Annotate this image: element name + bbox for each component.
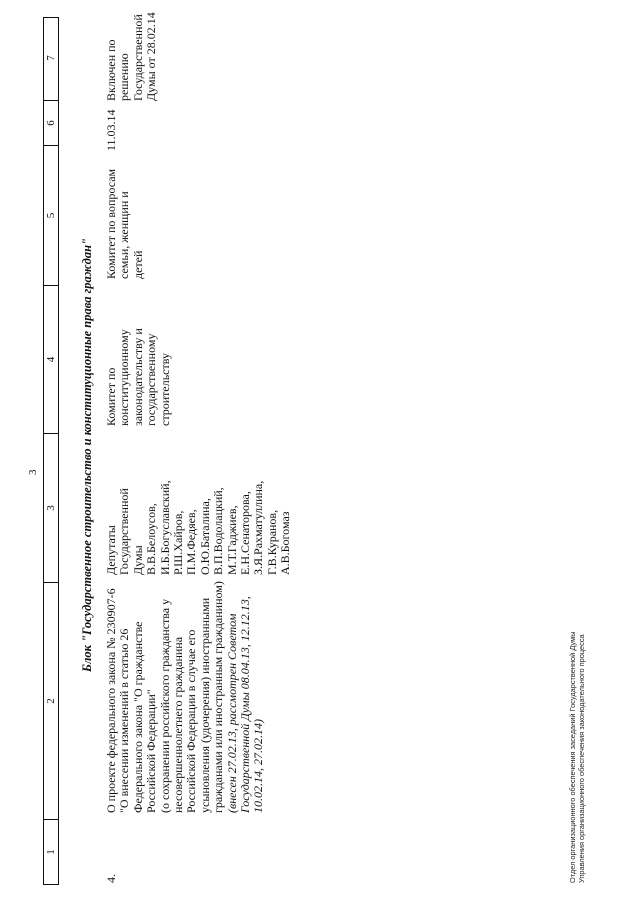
block-title: Блок "Государственное строительство и конституционные права граждан" [80,238,94,672]
author-line: О.Ю.Баталина, [197,498,212,575]
column-number-5: 5 [44,145,58,285]
column-number-6: 6 [44,100,58,145]
page-number: 3 [27,469,39,475]
footer-line: Отдел организационного обеспечения заседаний Государственной Думы [568,631,577,883]
author-line: Г.В.Куранов, [264,509,279,575]
co-committee-line: семьи, женщин и [117,191,132,279]
bill-title-line: (о сохранении российского гражданства у [157,598,172,813]
decision-note [105,12,159,101]
co-committee-line: Комитет по вопросам [104,168,118,279]
column-number-4: 4 [44,285,58,433]
bill-note-line: Государственной Думы 08.04.13, 12.12.13, [238,596,253,813]
bill-title-line: О проекте федерального закона № 230907-6 [104,588,118,813]
bill-note-line: (внесен 27.02.13, рассмотрен Советом [224,613,239,813]
consideration-date: 11.03.14 [104,109,118,151]
decision-line: Государственной [130,14,145,101]
bill-title-line: Российской Федерации" [144,689,159,813]
responsible-committee [105,328,172,426]
bill-note-line: 10.02.14, 27.02.14) [251,719,266,813]
bill-title-line: "О внесении изменений в статью 26 [117,628,132,813]
author-line: А.В.Богомаз [278,511,293,575]
co-executor-committee [105,169,145,279]
committee-line: законодательству и [130,328,145,426]
author-line: Депутаты [104,525,118,575]
bill-title-line: усыновления (удочерения) иностранными [197,597,212,813]
author-line: В.П.Водолацкий, [211,487,226,575]
author-line: В.В.Белоусов, [144,503,159,575]
column-number-1: 1 [44,819,58,884]
bill-title-line: Федерального закона "О гражданстве [130,621,145,813]
bill-title-line: Российской Федерации в случае его [184,629,199,813]
author-line: И.Б.Богуславский, [157,480,172,575]
author-line: М.Т.Гаджиев, [224,505,239,575]
decision-line: Думы от 28.02.14 [144,12,159,101]
committee-line: строительству [157,353,172,426]
author-line: Думы [130,545,145,575]
co-committee-line: детей [130,250,145,279]
bill-title-line: гражданами или иностранным гражданином) [211,581,226,813]
column-number-2: 2 [44,582,58,819]
committee-line: государственному [144,333,159,426]
committee-line: конституционному [117,329,132,426]
bill-authors [105,480,293,575]
column-number-7: 7 [45,55,57,61]
footer-department [568,631,586,883]
committee-line: Комитет по [104,367,118,426]
author-line: П.М.Федяев, [184,509,199,575]
author-line: Е.Н.Сенаторова, [238,491,253,575]
author-line: Государственной [117,488,132,575]
decision-line: решению [117,53,132,101]
rotated-page [27,12,590,885]
author-line: З.Я.Рахматуллина, [251,480,266,575]
author-line: Р.Ш.Хайров, [171,510,186,575]
footer-line: Управления организационного обеспечения законодательного процесса [577,634,586,883]
row-number: 4. [104,874,118,883]
bill-title [105,581,266,813]
decision-line: Включен по [104,39,118,101]
column-number-header [43,17,59,885]
column-number-3: 3 [44,433,58,582]
bill-title-line: несовершеннолетнего гражданина [171,636,186,813]
